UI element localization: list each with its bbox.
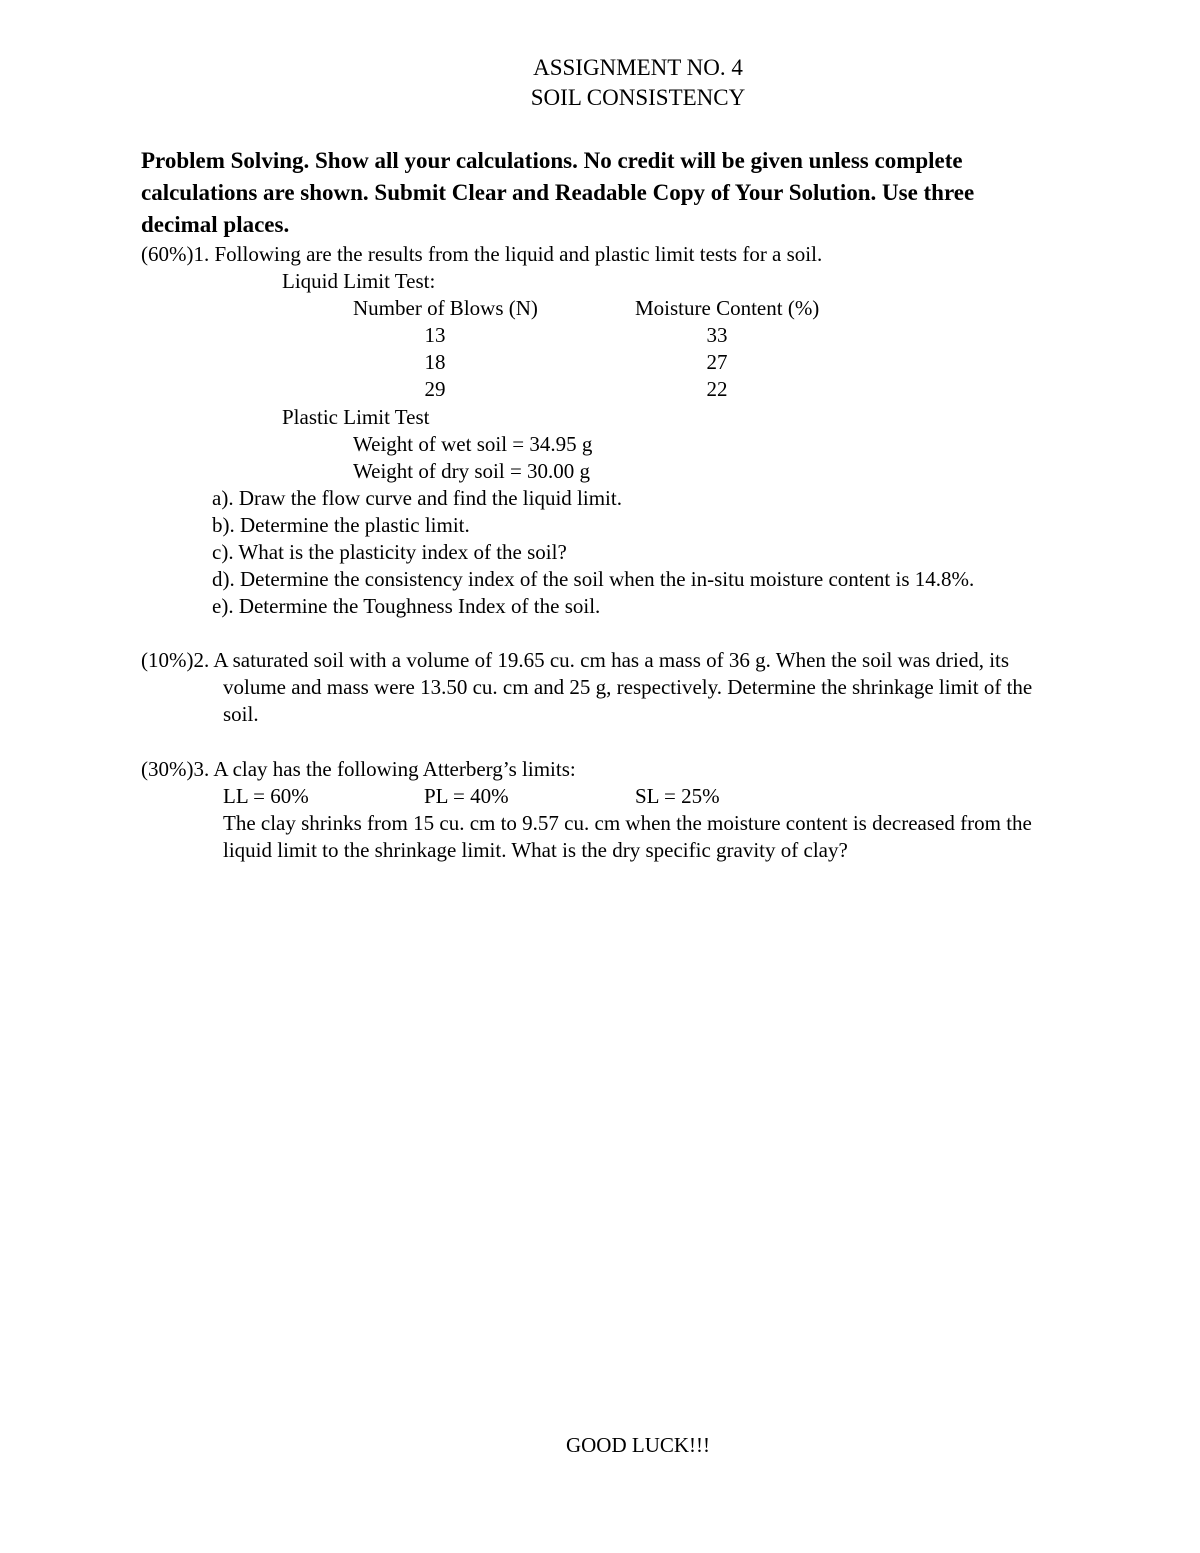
question-1b: b). Determine the plastic limit. [212,513,470,537]
liquid-limit-heading: Liquid Limit Test: [282,269,436,293]
table-cell-blows: 29 [424,377,446,401]
table-cell-blows: 13 [424,323,446,347]
problem2-line-3: soil. [223,702,259,726]
shrinkage-limit-value: SL = 25% [635,784,720,808]
wet-soil-weight: Weight of wet soil = 34.95 g [353,432,593,456]
plastic-limit-value: PL = 40% [424,784,509,808]
column-header-moisture: Moisture Content (%) [635,296,820,320]
table-cell-moisture: 33 [706,323,728,347]
question-1e: e). Determine the Toughness Index of the soil. [212,594,601,618]
problem1-intro: (60%)1. Following are the results from the liquid and plastic limit tests for a soil. [141,242,823,266]
footer-good-luck: GOOD LUCK!!! [565,1433,711,1457]
question-1a: a). Draw the flow curve and find the liquid limit. [212,486,622,510]
table-cell-moisture: 27 [706,350,728,374]
problem3-line-2: The clay shrinks from 15 cu. cm to 9.57 cu. cm when the moisture content is decreased from the [223,811,1032,835]
problem2-line-2: volume and mass were 13.50 cu. cm and 25 g, respectively. Determine the shrinkage limit of the [223,675,1033,699]
dry-soil-weight: Weight of dry soil = 30.00 g [353,459,591,483]
assignment-title: ASSIGNMENT NO. 4 [533,55,743,80]
problem2-line-1: (10%)2. A saturated soil with a volume of 19.65 cu. cm has a mass of 36 g. When the soil was dried, its [141,648,1010,672]
column-header-blows: Number of Blows (N) [353,296,538,320]
problem3-line-1: (30%)3. A clay has the following Atterberg’s limits: [141,757,576,781]
instructions-line-1: Problem Solving. Show all your calculations. No credit will be given unless complete [141,148,963,173]
assignment-subtitle: SOIL CONSISTENCY [530,85,746,110]
table-cell-moisture: 22 [706,377,728,401]
question-1c: c). What is the plasticity index of the soil? [212,540,567,564]
instructions-line-3: decimal places. [141,212,290,237]
liquid-limit-value: LL = 60% [223,784,309,808]
table-cell-blows: 18 [424,350,446,374]
instructions-line-2: calculations are shown. Submit Clear and Readable Copy of Your Solution. Use three [141,180,975,205]
problem3-line-3: liquid limit to the shrinkage limit. What is the dry specific gravity of clay? [223,838,848,862]
plastic-limit-heading: Plastic Limit Test [282,405,430,429]
question-1d: d). Determine the consistency index of the soil when the in-situ moisture content is 14.8%. [212,567,975,591]
